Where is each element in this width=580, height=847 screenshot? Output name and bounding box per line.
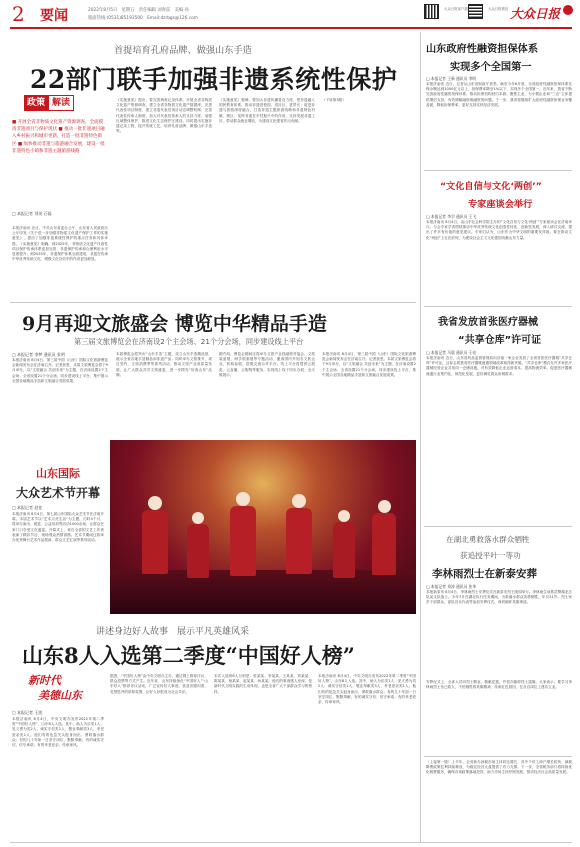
dancer-figure (333, 522, 355, 578)
dancer-figure (338, 510, 350, 522)
art1-kicker: 首提培育孔府品牌、做强山东手造 (114, 45, 252, 56)
new-era-badge-line-1: 新时代 (28, 674, 61, 687)
art3-body: 本报济南讯 8月4日，第七届山东国际大众艺术节在济南开幕。本届艺术节以“艺术点亮生活”为主题，历时4个月，将举办演出、展览、公益培训等活动1000余场，让群众在家门口享受文化盛宴。开幕式上，来自全省的文艺工作者表演了精彩节目，现场观众热情高涨。艺术节期间还将举办优秀舞台艺术作品展演、群众文艺汇演等系列活动。 (12, 512, 104, 543)
column-divider (420, 32, 421, 842)
dancer-figure (236, 492, 250, 506)
rt3-headline-1: 我省发放首张医疗器械 (438, 317, 538, 328)
right-divider (424, 306, 572, 307)
rt4-body-2: 安葬仪式上，全体人员向烈士默哀，敬献花篮，并依次瞻仰烈士遗像。大家表示，要学习李林雨烈士舍己救人、不怕牺牲的英雄精神，传承红色基因，在各自岗位上建功立业。 (426, 680, 572, 690)
page-number: 2 (12, 2, 25, 26)
art1-headline: 22部门联手加强非遗系统性保护 (30, 65, 398, 94)
rt1-body: 本报济南讯 近日，记者从山东省财政厅获悉，截至今年6月底，全省政府性融资担保体系在保余额达到1000亿元以上，担保费率降至1%以下，实现多个全国第一。近年来，我省不断完善政府性融资担保体系，推动担保机构回归本源、聚焦主业，为小微企业和“三农”主体提供增信支持，有效缓解融资难融资贵问题。下一步，我省将继续扩大政府性融资担保业务覆盖面，降低担保费率，更好支持实体经济发展。 (426, 82, 572, 107)
policy-badge-a: 政策 (24, 95, 48, 111)
rt4-byline: □ 本报记者 刘涛 通讯员 张华 (426, 584, 477, 589)
dancer-figure (292, 494, 306, 508)
rt2-byline: □ 本报记者 李学 通讯员 王飞 (426, 214, 477, 219)
art4-headline: 山东8人入选第二季度“中国好人榜” (22, 643, 355, 668)
policy-badge (24, 95, 74, 111)
qr-code-icon (468, 4, 483, 19)
rt1-headline-1: 山东政府性融资担保体系 (426, 44, 539, 55)
qr-label-client: 大众日报客户端 (444, 7, 468, 11)
art4-body-col3: 本次入选的8人分别是：张某某、李某某、王某某、刘某某、陈某某、杨某某、赵某某、孙某某。他们的事迹感人至深，是新时代文明实践的生动体现，也是全省广大干部群众学习的榜样。 (214, 674, 312, 694)
rt3-body: 本报济南讯 近日，山东省药品监督管理局向济南一家企业发放了全省首张医疗器械“共享仓库”许可证。这标志着我省医疗器械流通领域改革取得新突破。“共享仓库”模式允许多家医疗器械经营企业共用同一仓储设施，可有效降低企业运营成本，提高物流效率，促进医疗器械流通行业集约化、规范化发展，更好满足群众用械需求。 (426, 356, 572, 376)
art1-body-col1: 本报济南讯 近日，中共山东省委办公厅、山东省人民政府办公厅印发《关于进一步加强非物质文化遗产保护工作的实施意见》，提出了加强非遗系统性保护的重点任务和具体举措。《实施意见》明确，到2025年，非物质文化遗产代表性项目保护传承体系更加完善，非遗保护传承和合理利用水平显著提升；到2035年，非遗保护体系全面建成，非遗在传承中华优秀传统文化、增强文化自信中的作用更加彰显。 (12, 226, 108, 262)
rt2-body: 本报济南讯 8月4日，由山东社会科学院主办的“文化自信与文化‘两创’”专家座谈会在济南举行。与会专家学者围绕推动中华优秀传统文化创造性转化、创新性发展，深入研讨交流，提出了许多有价值的意见建议。专家们认为，山东作为中华文明的重要发祥地，要在推动文化“两创”上走在前列，为建设社会主义文化强国贡献山东力量。 (426, 220, 572, 240)
art2-byline: □ 本报记者 李梦 通讯员 张明 (12, 352, 65, 357)
rt1-headline-2: 实现多个全国第一 (450, 62, 532, 73)
rt2-headline-2: 专家座谈会举行 (468, 199, 533, 210)
rt3-headline-2: “共享仓库”许可证 (458, 335, 542, 346)
dancer-figure (142, 510, 168, 574)
dancer-figure (230, 506, 256, 576)
section-divider (10, 302, 416, 303)
rt4-body-1: 本报新泰讯 8月4日，李林雨烈士安葬仪式在新泰市烈士陵园举行。李林雨生前系武警湖北总队某支队战士，今年7月在湖北执行任务期间，为救落水群众英勇牺牲，年仅21岁。烈士家乡干部群众、部队官兵代表等参加安葬仪式，深切缅怀英雄事迹。 (426, 590, 572, 605)
dancer-figure (192, 512, 204, 524)
art2-body-col3: 据介绍，博览会期间还将举办文旅产业投融资对接会、文旅装备展、研学旅游展等专题活动，邀请国内外知名文旅企业、机构参展，搭建交流合作平台。线上平台将提供云展览、云直播、云购物等服务，实现线上线下同步办展、全天候展示。 (219, 352, 315, 377)
section-name: 要闻 (40, 8, 68, 24)
right-divider (424, 170, 572, 171)
rt1-byline: □ 本报记者 王新 通讯员 李明 (426, 76, 477, 81)
rt4-headline: 李林雨烈士在新泰安葬 (432, 568, 537, 580)
art4-kicker: 讲述身边好人故事 展示平凡英雄风采 (96, 627, 250, 637)
dancer-figure (286, 508, 312, 574)
art3-headline-2: 大众艺术节开幕 (16, 486, 101, 500)
art3-byline: □ 本报记者 赵佳 (12, 505, 43, 510)
art1-body-col4: （下转第3版） (322, 98, 346, 102)
masthead-date-line: 2022年8月5日 星期五 责任编辑 刘春雷 美编 孙 (88, 8, 189, 13)
art-festival-photo (110, 440, 416, 614)
new-era-badge (16, 672, 104, 706)
masthead-phone-line: 版面热线:(0531)85193500 Email:dzrbgs@126.com (88, 16, 198, 21)
logo-emblem-icon (563, 5, 573, 15)
rt4-kicker-2: 获追授平叶一等功 (460, 551, 521, 560)
rt4-kicker-1: 在湖北勇救落水群众牺牲 (446, 535, 530, 544)
right-divider (424, 756, 572, 757)
art3-headline-1: 山东国际 (36, 467, 80, 480)
art2-headline: 9月再迎文旅盛会 博览中华精品手造 (22, 313, 327, 335)
art4-byline: □ 本报记者 王凯 (12, 710, 43, 715)
art2-body-col1: 本报济南讯 8月4日，第三届中国（山东）国际文化旅游博览会新闻发布会在济南召开。记者获悉，本届文旅博览会将于9月举办，以“文旅融合 共创未来”为主题，在济南设置2个主会场、全省设置21个分会场，同步建设线上平台，集中展示全国各地精品手造和文旅融合发展成果。 (12, 358, 108, 383)
new-era-badge-line-2: 美德山东 (38, 689, 82, 702)
dancer-figure (148, 496, 162, 510)
art1-byline: □ 本报记者 刘英 石磊 (12, 211, 52, 216)
newspaper-logo: 大众日报 (510, 6, 561, 21)
qr-label-wechat: 大众日报微信 (488, 7, 509, 11)
page-bottom-rule (10, 842, 572, 843)
art4-body-col2: 据悉，“中国好人榜”由中央文明办主办，通过网上推荐评议、群众投票等方式产生。近年来，山东持续深化“中国好人”“山东好人”推荐评议活动，广泛宣传好人事迹，营造崇德向善、见贤思齐的浓厚氛围，让好人好报成为社会共识。 (110, 674, 208, 694)
dancer-figure (372, 513, 396, 575)
art2-subhead: 第三届文旅博览会在济南设2个主会场、21个分会场，同步建设线上平台 (74, 337, 304, 346)
policy-badge-b: 解读 (48, 95, 74, 111)
rt5-body: （上接第一版）上半年，全省新办涉税市场主体同比增长，其中个体工商户增长较快；减税降费政策红利持续释放，为稳住经济大盘提供了有力支撑。下一步，全省税务部门将持续优化税费服务，确保各项政策落地见效，助力市场主体纾困发展，推动经济社会高质量发展。 (426, 760, 572, 775)
dancer-figure (187, 524, 209, 578)
art1-summary-box (10, 95, 108, 245)
art2-body-col2: 本届博览会将突出“山东手造”主题，设立山东手造精品馆，展示全省各地手造精品和非遗产品；同时举办文旅推介、项目签约、文旅消费季等系列活动，推动文旅产业高质量发展，让广大群众共享文旅盛宴，进一步擦亮“好客山东”品牌。 (116, 352, 212, 377)
rt2-headline-1: “文化自信与文化‘两创’” (440, 181, 542, 192)
art1-body-col2: 《实施意见》提出，要完善调查记录体系，开展全省非物质文化遗产资源调查，建立全省非物质文化遗产数据库；完善代表性项目制度，建立非遗代表性项目动态调整机制；完善代表性传承人制度，加大对代表性传承人的支持力度；加强区域整体保护，推进文化生态保护区建设。同时提出实施非遗记录工程、振兴传统工艺，培育孔府品牌、做强山东手造等。 (116, 98, 212, 134)
masthead-rule (10, 27, 572, 29)
art4-body-col4: 本报济南讯 8月4日，中央文明办发布2022年第二季度“中国好人榜”，山东8人入选。其中，助人为乐类1人、见义勇为类2人、诚实守信类1人、敬业奉献类3人、孝老爱亲类1人。他们有的危急关头挺身而出、勇救落水群众；有的几十年如一日坚守岗位、默默奉献；有的诚实守信、信守承诺；有的孝老爱亲、传承家风。 (318, 674, 416, 705)
art2-body-col4: 本报济南讯 8月4日，第三届中国（山东）国际文化旅游博览会新闻发布会在济南召开。记者获悉，本届文旅博览会将于9月举办，以“文旅融合 共创未来”为主题，在济南设置2个主会场、全省设置21个分会场，同步建设线上平台，集中展示全国各地精品手造和文旅融合发展成果。 (322, 352, 416, 377)
art1-summary: ■ 开展全省非物质文化遗产资源调查，全面摸清非遗项目与保护现状 ■ 推动一批非遗项目融入乡村振兴和城市更新，打造一批非遗特色街区 ■ 加快推动非遗与旅游融合发展，建设一批非遗特色小镇和非遗主题旅游线路 (12, 120, 105, 154)
stage-floor (110, 570, 416, 614)
right-divider (424, 526, 572, 527)
art4-body-col1: 本报济南讯 8月4日，中央文明办发布2022年第二季度“中国好人榜”，山东8人入选。其中，助人为乐类1人、见义勇为类2人、诚实守信类1人、敬业奉献类3人、孝老爱亲类1人。他们有的危急关头挺身而出、勇救落水群众；有的几十年如一日坚守岗位、默默奉献；有的诚实守信、信守承诺；有的孝老爱亲、传承家风。 (12, 717, 104, 748)
dancer-figure (378, 500, 391, 513)
qr-code-icon (424, 4, 439, 19)
rt3-byline: □ 本报记者 马晨 通讯员 王亮 (426, 350, 477, 355)
art1-body-col3: 《实施意见》强调，要加大非遗传播普及力度，把非遗融入国民教育体系，推动非遗进校园、进社区、进景区；促进非遗与旅游深度融合，打造非遗主题旅游线路和非遗特色村镇、街区；发挥非遗在乡村振兴中的作用，支持发展非遗工坊，带动群众就业增收，为建设文化强省作出贡献。 (219, 98, 315, 123)
